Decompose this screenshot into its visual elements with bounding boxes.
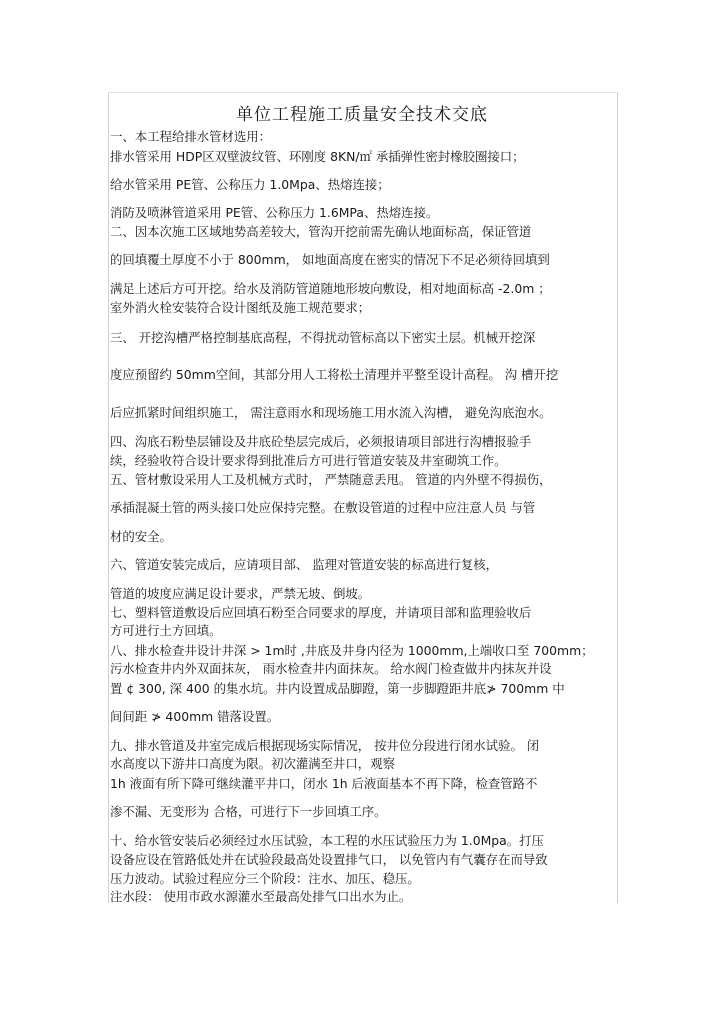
text-line: 三、 开挖沟槽严格控制基底高程，不得扰动管标高以下密实土层。机械开挖深 — [110, 330, 536, 345]
text-line: 的回填覆土厚度不小于 800mm， 如地面高度在密实的情况下不足必须待回填到 — [110, 252, 550, 267]
text-line: 室外消火栓安装符合设计图纸及施工规范要求； — [110, 300, 371, 315]
text-line: 间间距 ≯ 400mm 错落设置。 — [110, 709, 280, 724]
text-line: 承插混凝土管的两头接口处应保持完整。在敷设管道的过程中应注意人员 与管 — [110, 500, 536, 515]
text-line: 一、本工程给排水管材选用： — [110, 129, 272, 144]
text-line: 设备应设在管路低处并在试验段最高处设置排气口， 以免管内有气囊存在而导致 — [110, 852, 548, 867]
text-line: 九、排水管道及井室完成后根据现场实际情况， 按井位分段进行闭水试验。 闭 — [110, 738, 540, 753]
text-line: 七、塑料管道敷设后应回填石粉至合同要求的厚度，并请项目部和监理验收后 — [110, 605, 532, 620]
text-line: 给水管采用 PE管、公称压力 1.0Mpa、热熔连接； — [110, 177, 390, 192]
text-line: 二、因本次施工区域地势高差较大，管沟开挖前需先确认地面标高，保证管道 — [110, 224, 532, 239]
text-line: 续，经验收符合设计要求得到批准后方可进行管道安装及井室砌筑工作。 — [110, 453, 507, 468]
text-line: 管道的坡度应满足设计要求，严禁无坡、倒坡。 — [110, 586, 371, 601]
text-line: 压力波动。试验过程应分三个阶段：注水、加压、稳压。 — [110, 871, 420, 886]
text-line: 四、沟底石粉垫层铺设及井底砼垫层完成后，必须报请项目部进行沟槽报验手 — [110, 434, 532, 449]
text-line: 渗不漏、无变形为 合格，可进行下一步回填工序。 — [110, 804, 387, 819]
text-line: 污水检查井内外双面抹灰， 雨水检查井内面抹灰。 给水阀门检查做井内抹灰并设 — [110, 661, 552, 676]
text-line: 消防及喷淋管道采用 PE管、公称压力 1.6MPa、热熔连接。 — [110, 205, 439, 220]
text-line: 五、管材敷设采用人工及机械方式时， 严禁随意丢甩。 管道的内外壁不得损伤， — [110, 472, 552, 487]
text-line: 满足上述后方可开挖。给水及消防管道随地形坡向敷设，相对地面标高 -2.0m ； — [110, 281, 551, 296]
text-line: 水高度以下游井口高度为限。初次灌满至井口，观察 — [110, 756, 395, 771]
text-line: 排水管采用 HDP区双壁波纹管、环刚度 8KN/㎡ 承插弹性密封橡胶圈接口； — [110, 149, 525, 164]
text-line: 度应预留约 50mm空间，其部分用人工将松土清理并平整至设计高程。 沟 槽开挖 — [110, 367, 559, 382]
text-line: 1h 液面有所下降可继续灌平井口，闭水 1h 后液面基本不再下降，检查管路不 — [110, 776, 538, 791]
text-line: 十、给水管安装后必须经过水压试验，本工程的水压试验压力为 1.0Mpa。打压 — [110, 833, 544, 848]
text-line: 六、管道安装完成后，应请项目部、 监理对管道安装的标高进行复核， — [110, 557, 499, 572]
text-line: 后应抓紧时间组织施工， 需注意雨水和现场施工用水流入沟槽， 避免沟底泡水。 — [110, 405, 552, 420]
text-line: 材的安全。 — [110, 529, 172, 544]
text-line: 置 ¢ 300, 深 400 的集水坑。井内设置成品脚蹬，第一步脚蹬距井底≯ 700mm 中 — [110, 681, 565, 696]
text-line: 注水段： 使用市政水源灌水至最高处排气口出水为止。 — [110, 889, 412, 904]
text-line: 八、排水检查井设计井深 > 1m时 ,井底及井身内径为 1000mm,上端收口至 700mm； — [110, 643, 594, 658]
document-title: 单位工程施工质量安全技术交底 — [236, 105, 488, 125]
text-line: 方可进行土方回填。 — [110, 623, 222, 638]
